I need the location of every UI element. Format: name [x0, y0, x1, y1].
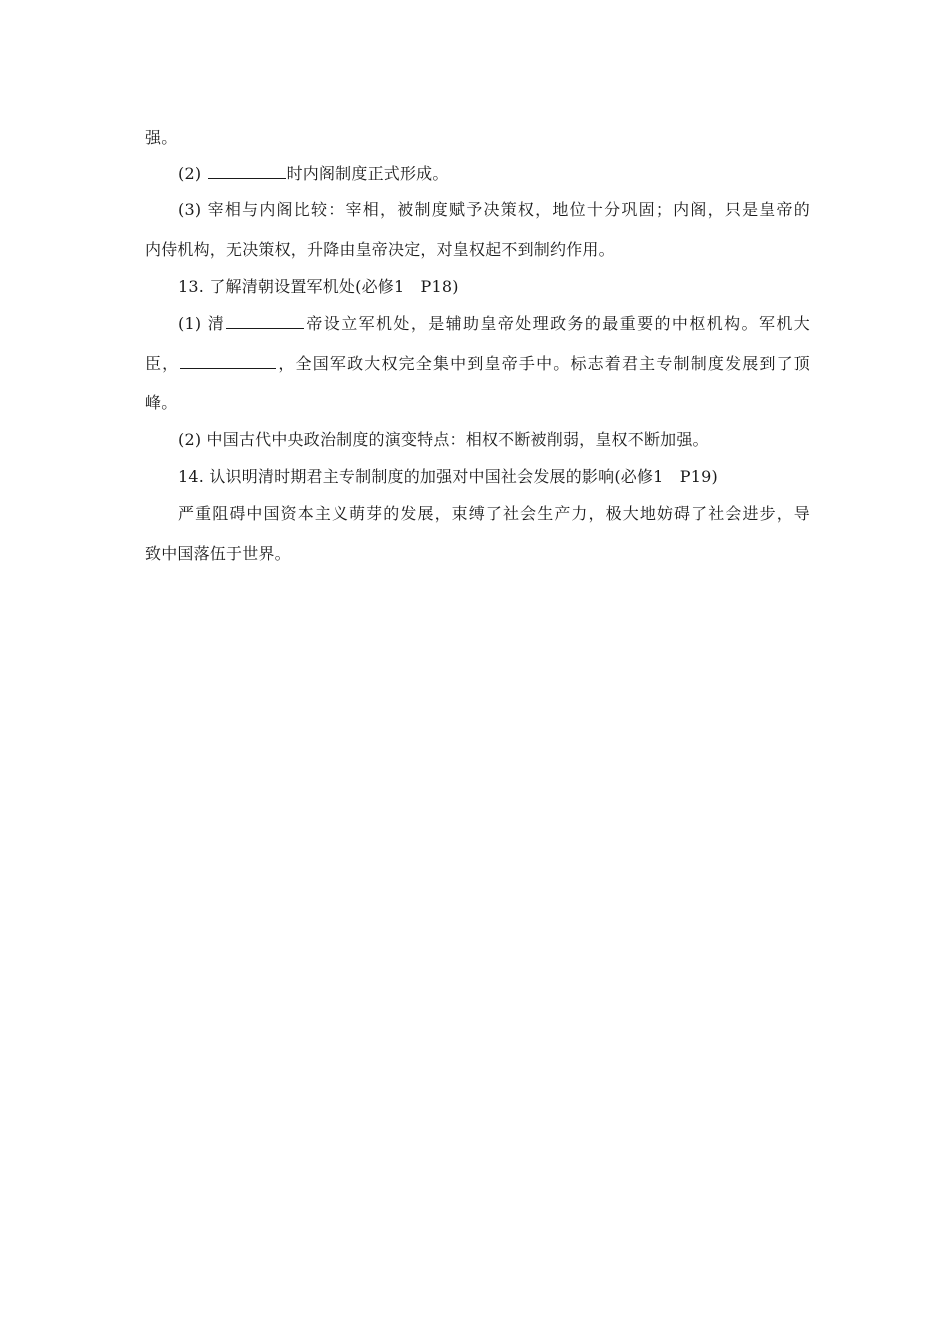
text-line-4 [145, 240, 810, 260]
fill-blank[interactable] [180, 354, 276, 369]
section-heading-14 [178, 467, 810, 487]
paragraph-text: 时内阁制度正式形成。 [286, 164, 449, 183]
item-number: (1) 清 [178, 314, 226, 333]
text-line-6 [178, 314, 810, 334]
heading-text: 13. 了解清朝设置军机处(必修1 P18) [178, 277, 459, 296]
paragraph-text: 强。 [145, 128, 178, 147]
paragraph-text: (3) 宰相与内阁比较：宰相，被制度赋予决策权，地位十分巩固；内阁，只是皇帝的 [178, 200, 810, 219]
text-line-1 [145, 128, 810, 148]
paragraph-text: ，全国军政大权完全集中到皇帝手中。标志着君主专制制度发展到了顶 [277, 354, 811, 373]
paragraph-text: 臣， [145, 354, 180, 373]
paragraph-text: 帝设立军机处，是辅助皇帝处理政务的最重要的中枢机构。军机大 [305, 314, 810, 333]
item-number: (2) [178, 164, 207, 183]
paragraph-text: 内侍机构，无决策权，升降由皇帝决定，对皇权起不到制约作用。 [145, 240, 615, 259]
text-line-3 [178, 200, 810, 220]
paragraph-text: 严重阻碍中国资本主义萌芽的发展，束缚了社会生产力，极大地妨碍了社会进步，导 [178, 504, 810, 523]
text-line-11 [178, 504, 810, 524]
text-line-7 [145, 354, 810, 374]
paragraph-text: 致中国落伍于世界。 [145, 544, 291, 563]
paragraph-text: (2) 中国古代中央政治制度的演变特点：相权不断被削弱，皇权不断加强。 [178, 430, 709, 449]
heading-text: 14. 认识明清时期君主专制制度的加强对中国社会发展的影响(必修1 P19) [178, 467, 718, 486]
paragraph-text: 峰。 [145, 393, 178, 412]
fill-blank[interactable] [226, 314, 304, 329]
text-line-9 [178, 430, 810, 450]
text-line-8 [145, 393, 810, 413]
section-heading-13 [178, 277, 810, 297]
fill-blank[interactable] [208, 164, 286, 179]
text-line-2 [178, 164, 810, 184]
text-line-12 [145, 544, 810, 564]
